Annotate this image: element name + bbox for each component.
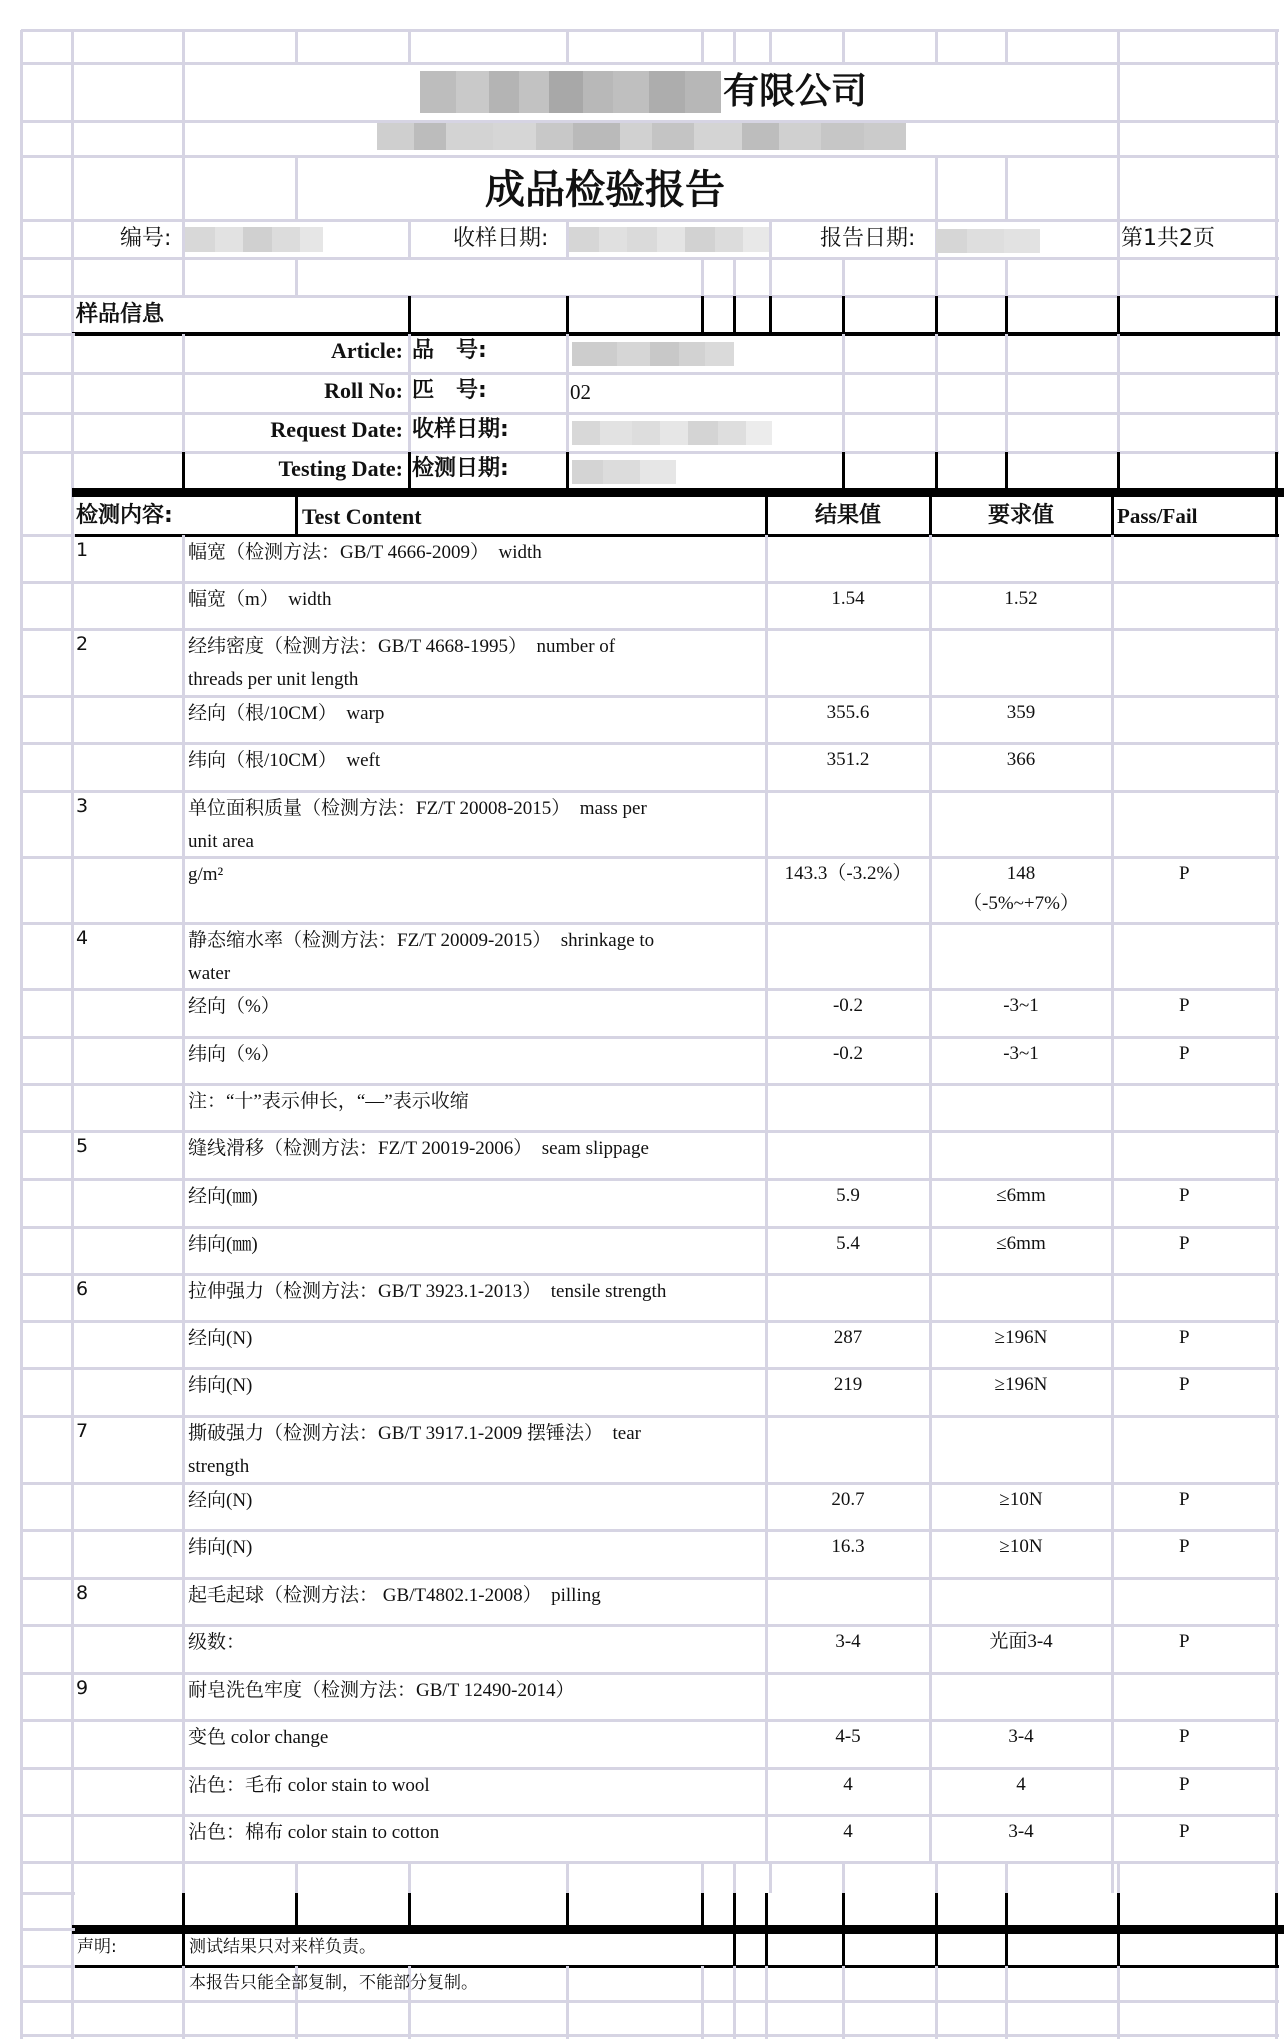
row-test-item-continued: water (188, 963, 231, 984)
statement-line-1: 测试结果只对来样负责。 (189, 1937, 376, 1957)
row-pass-fail: P (1179, 1821, 1190, 1842)
row-test-item: 经纬密度（检测方法：GB/T 4668-1995） number of (188, 636, 616, 657)
grid-line (21, 922, 1279, 925)
row-test-item: 静态缩水率（检测方法：FZ/T 20009-2015） shrinkage to (188, 930, 655, 951)
statement-line-2: 本报告只能全部复制，不能部分复制。 (189, 1973, 478, 1993)
table-rule (842, 296, 845, 334)
page-info: 第1共2页 (1121, 226, 1215, 251)
grid-line (21, 1083, 1279, 1086)
row-test-item: 纬向(㎜) (188, 1234, 258, 1255)
grid-line (21, 155, 1279, 158)
grid-line (842, 1862, 845, 1893)
table-rule (935, 296, 938, 334)
serial-number-label: 编号: (120, 226, 172, 251)
grid-line (21, 451, 75, 454)
row-test-item: 沾色：毛布 color stain to wool (188, 1775, 430, 1796)
grid-line (1117, 258, 1120, 296)
table-rule (182, 1893, 185, 1929)
row-result-value: 16.3 (831, 1536, 865, 1557)
grid-line (842, 30, 845, 63)
receive-date-label: 收样日期: (453, 226, 549, 251)
row-test-item-continued: threads per unit length (188, 669, 359, 690)
row-result-value: 4 (843, 1774, 853, 1795)
grid-line (408, 334, 411, 452)
row-result-value: 4 (843, 1821, 853, 1842)
redacted-sample-value (572, 342, 734, 366)
row-result-value: 5.9 (836, 1185, 860, 1206)
row-requirement-value: ≤6mm (996, 1233, 1046, 1254)
grid-line (769, 1862, 772, 1893)
grid-line (21, 1178, 1279, 1181)
row-test-item: 沾色：棉布 color stain to cotton (188, 1822, 440, 1843)
row-requirement-value: 148 (1006, 863, 1036, 884)
grid-line (21, 1892, 75, 1895)
table-rule (935, 1929, 938, 1966)
table-rule (182, 1929, 185, 1966)
table-rule (765, 1929, 768, 1966)
grid-line (1117, 30, 1120, 63)
table-rule (72, 1925, 1284, 1934)
row-result-value: 287 (833, 1327, 863, 1348)
grid-line (1117, 156, 1120, 220)
company-name-suffix: 有限公司 (723, 71, 868, 112)
row-result-value: 351.2 (826, 749, 870, 770)
grid-line (1005, 156, 1008, 220)
row-test-item: 幅宽（m） width (188, 589, 332, 610)
row-result-value: 355.6 (826, 702, 870, 723)
grid-line (21, 1320, 1279, 1323)
grid-line (21, 372, 75, 375)
col-header-pass-fail: Pass/Fail (1117, 504, 1198, 528)
table-rule (765, 1893, 768, 1929)
grid-line (842, 334, 845, 452)
table-rule (842, 1893, 845, 1929)
grid-line (21, 2000, 1279, 2003)
table-rule (1275, 1929, 1278, 1966)
table-rule (1275, 492, 1278, 535)
grid-line (21, 62, 1279, 65)
grid-line (1005, 1966, 1008, 2039)
row-test-item-continued: strength (188, 1456, 250, 1477)
row-result-value: 219 (833, 1374, 863, 1395)
grid-line (21, 1624, 1279, 1627)
grid-line (408, 220, 411, 258)
grid-line (21, 2034, 1279, 2037)
grid-line (21, 219, 1279, 222)
table-rule (733, 1929, 736, 1966)
sample-field-label-zh: 品 号: (412, 338, 487, 363)
table-rule (935, 1893, 938, 1929)
grid-line (21, 1965, 75, 1968)
grid-line (701, 1966, 704, 2039)
grid-line (1117, 220, 1120, 258)
grid-line (1005, 1862, 1008, 1893)
table-rule (72, 332, 1280, 336)
row-result-value: 20.7 (831, 1489, 865, 1510)
row-test-item: g/m² (188, 864, 224, 885)
row-result-value: -0.2 (832, 1043, 864, 1064)
row-requirement-value: 1.52 (1004, 588, 1038, 609)
row-requirement-value: -3~1 (1003, 995, 1039, 1016)
grid-line (733, 258, 736, 296)
grid-line (182, 156, 185, 220)
grid-line (935, 334, 938, 452)
grid-line (182, 1966, 185, 2039)
grid-line (935, 30, 938, 63)
grid-line (842, 258, 845, 296)
row-test-item: 拉伸强力（检测方法：GB/T 3923.1-2013） tensile strength (188, 1281, 667, 1302)
row-number: 4 (76, 927, 89, 949)
sample-field-label-zh: 匹 号: (412, 378, 487, 403)
sample-field-label-en: Roll No: (324, 378, 403, 403)
grid-line (935, 156, 938, 220)
grid-line (765, 1966, 768, 2039)
grid-line (769, 30, 772, 63)
grid-line (1117, 63, 1120, 156)
row-number: 2 (76, 633, 89, 655)
table-rule (566, 1893, 569, 1929)
table-rule (1005, 296, 1008, 334)
grid-line (935, 1966, 938, 2039)
grid-line (1117, 1966, 1120, 2039)
row-requirement-value: ≥196N (994, 1327, 1048, 1348)
grid-line (295, 30, 298, 63)
row-requirement-value: 光面3-4 (989, 1631, 1053, 1652)
statement-label: 声明: (77, 1937, 117, 1957)
grid-line (1005, 334, 1008, 452)
row-pass-fail: P (1179, 1489, 1190, 1510)
grid-line (182, 258, 185, 296)
row-test-item: 纬向（%） (188, 1044, 280, 1065)
row-test-item: 经向（%） (188, 996, 280, 1017)
table-rule (1117, 1929, 1120, 1966)
table-rule (408, 1893, 411, 1929)
table-rule (701, 296, 704, 334)
grid-line (72, 451, 1279, 454)
table-rule (408, 296, 411, 334)
grid-line (21, 1529, 1279, 1532)
redacted-serial-number (185, 227, 323, 252)
row-test-item: 纬向(N) (188, 1537, 253, 1558)
row-requirement-value: 3-4 (1008, 1821, 1034, 1842)
row-test-item: 经向（根/10CM） warp (188, 703, 385, 724)
grid-line (295, 156, 298, 220)
grid-line (21, 534, 75, 537)
row-pass-fail: P (1179, 1233, 1190, 1254)
row-number: 8 (76, 1582, 89, 1604)
table-rule (1005, 1893, 1008, 1929)
report-date-label: 报告日期: (820, 226, 916, 251)
row-result-value: 4-5 (835, 1726, 861, 1747)
redacted-report-date (936, 229, 1040, 253)
col-header-result: 结果值 (814, 503, 881, 528)
grid-line (408, 30, 411, 63)
table-rule (733, 1893, 736, 1929)
grid-line (769, 258, 772, 296)
row-requirement-value: 3-4 (1008, 1726, 1034, 1747)
sample-field-label-en: Request Date: (270, 417, 403, 442)
grid-line (842, 1966, 845, 2039)
table-rule (701, 1893, 704, 1929)
redacted-company-subtitle (377, 123, 906, 150)
grid-line (182, 535, 185, 1862)
grid-line (21, 1036, 1279, 1039)
table-rule (1275, 296, 1278, 334)
grid-line (21, 1226, 1279, 1229)
col-header-requirement: 要求值 (987, 503, 1054, 528)
grid-line (21, 1767, 1279, 1770)
row-requirement-value: 4 (1016, 1774, 1026, 1795)
row-pass-fail: P (1179, 1631, 1190, 1652)
table-rule (1275, 1893, 1278, 1929)
grid-line (701, 30, 704, 63)
row-requirement-value: -3~1 (1003, 1043, 1039, 1064)
row-pass-fail: P (1179, 863, 1190, 884)
table-rule (1117, 296, 1120, 334)
table-rule (1005, 452, 1008, 492)
grid-line (21, 856, 1279, 859)
sample-field-label-zh: 检测日期: (412, 456, 509, 481)
row-requirement-value: ≥196N (994, 1374, 1048, 1395)
row-result-value: 1.54 (831, 588, 865, 609)
grid-line (1005, 258, 1008, 296)
sample-field-label-zh: 收样日期: (412, 417, 509, 442)
row-test-item: 幅宽（检测方法：GB/T 4666-2009） width (188, 542, 542, 563)
grid-line (21, 1415, 1279, 1418)
table-rule (72, 488, 1284, 497)
row-number: 7 (76, 1420, 89, 1442)
grid-line (21, 581, 1279, 584)
grid-line (21, 1367, 1279, 1370)
row-requirement-value: 359 (1006, 702, 1036, 723)
row-pass-fail: P (1179, 1536, 1190, 1557)
grid-line (21, 1861, 1279, 1864)
grid-line (566, 30, 569, 63)
table-rule (295, 492, 298, 535)
row-pass-fail: P (1179, 1774, 1190, 1795)
table-rule (935, 452, 938, 492)
grid-line (769, 220, 772, 258)
table-rule (842, 1929, 845, 1966)
redacted-company-name (420, 71, 721, 113)
grid-line (21, 295, 1279, 298)
col-header-content-en: Test Content (302, 504, 422, 529)
redacted-sample-value (572, 421, 772, 445)
row-test-item: 起毛起球（检测方法： GB/T4802.1-2008） pilling (188, 1585, 601, 1606)
row-test-item: 耐皂洗色牢度（检测方法：GB/T 12490-2014） (188, 1680, 575, 1701)
table-rule (408, 452, 411, 492)
grid-line (21, 790, 1279, 793)
row-test-item: 纬向（根/10CM） weft (188, 750, 381, 771)
sample-field-value: 02 (570, 380, 591, 404)
grid-line (295, 1862, 298, 1893)
row-requirement-value: ≥10N (999, 1489, 1043, 1510)
row-pass-fail: P (1179, 1374, 1190, 1395)
table-rule (1005, 1929, 1008, 1966)
grid-line (21, 1672, 1279, 1675)
grid-line (733, 1862, 736, 1893)
grid-line (408, 1862, 411, 1893)
grid-line (21, 412, 75, 415)
row-test-item: 经向(N) (188, 1328, 253, 1349)
grid-line (566, 1862, 569, 1893)
grid-line (21, 1928, 75, 1931)
row-requirement-tolerance: （-5%~+7%） (963, 893, 1079, 914)
row-test-item: 经向(N) (188, 1490, 253, 1511)
table-rule (295, 1893, 298, 1929)
grid-line (72, 372, 1279, 375)
row-result-value: 3-4 (835, 1631, 861, 1652)
grid-line (182, 63, 185, 156)
grid-line (72, 412, 1279, 415)
grid-line (20, 30, 23, 2039)
report-title: 成品检验报告 (485, 167, 725, 213)
grid-line (21, 29, 1279, 32)
table-rule (733, 296, 736, 334)
row-number: 5 (76, 1135, 89, 1157)
table-rule (72, 1965, 1279, 1968)
grid-line (182, 1862, 185, 1893)
grid-line (21, 742, 1279, 745)
grid-line (566, 334, 569, 452)
sample-info-title: 样品信息 (76, 302, 165, 327)
grid-line (21, 628, 1279, 631)
row-test-item: 撕破强力（检测方法：GB/T 3917.1-2009 摆锤法） tear (188, 1423, 641, 1444)
grid-line (935, 258, 938, 296)
grid-line (566, 1966, 569, 2039)
grid-line (21, 988, 1279, 991)
grid-line (733, 30, 736, 63)
row-result-value: -0.2 (832, 995, 864, 1016)
redacted-sample-value (572, 460, 676, 484)
grid-line (21, 1577, 1279, 1580)
grid-line (182, 30, 185, 63)
grid-line (935, 1862, 938, 1893)
row-test-item: 单位面积质量（检测方法：FZ/T 20008-2015） mass per (188, 798, 647, 819)
row-number: 3 (76, 795, 89, 817)
row-test-item: 缝线滑移（检测方法：FZ/T 20019-2006） seam slippage (188, 1138, 649, 1159)
row-test-item: 变色 color change (188, 1727, 329, 1748)
row-test-item: 级数： (188, 1632, 246, 1653)
grid-line (21, 695, 1279, 698)
row-requirement-value: ≤6mm (996, 1185, 1046, 1206)
grid-line (21, 333, 75, 336)
row-result-value: 5.4 (836, 1233, 860, 1254)
redacted-receive-date (569, 227, 769, 252)
row-pass-fail: P (1179, 1726, 1190, 1747)
grid-line (1117, 1862, 1120, 1893)
sample-field-label-en: Article: (330, 338, 403, 363)
table-rule (842, 452, 845, 492)
grid-line (701, 258, 704, 296)
grid-line (21, 1814, 1279, 1817)
grid-line (701, 1862, 704, 1893)
row-number: 6 (76, 1278, 89, 1300)
row-number: 9 (76, 1677, 89, 1699)
table-rule (566, 452, 569, 492)
row-pass-fail: P (1179, 1043, 1190, 1064)
grid-line (21, 1719, 1279, 1722)
row-requirement-value: 366 (1006, 749, 1036, 770)
table-rule (1275, 452, 1278, 492)
grid-line (21, 1130, 1279, 1133)
table-rule (566, 296, 569, 334)
row-pass-fail: P (1179, 1185, 1190, 1206)
row-test-item: 纬向(N) (188, 1375, 253, 1396)
row-test-item-continued: unit area (188, 831, 254, 852)
row-test-item: 注：“十”表示伸长，“—”表示收缩 (188, 1091, 469, 1112)
col-header-content-zh: 检测内容: (76, 503, 173, 528)
table-rule (1117, 1893, 1120, 1929)
row-number: 1 (76, 539, 89, 561)
grid-line (295, 258, 298, 296)
table-rule (1117, 452, 1120, 492)
grid-line (1111, 1862, 1114, 1893)
grid-line (21, 1273, 1279, 1276)
grid-line (21, 257, 1279, 260)
row-pass-fail: P (1179, 1327, 1190, 1348)
sample-field-label-en: Testing Date: (278, 456, 403, 481)
grid-line (21, 1482, 1279, 1485)
row-pass-fail: P (1179, 995, 1190, 1016)
row-result-value: 143.3（-3.2%） (784, 863, 912, 884)
row-requirement-value: ≥10N (999, 1536, 1043, 1557)
row-test-item: 经向(㎜) (188, 1186, 258, 1207)
grid-line (1005, 30, 1008, 63)
grid-line (1117, 334, 1120, 452)
table-rule (72, 534, 1279, 537)
table-rule (769, 296, 772, 334)
grid-line (733, 1966, 736, 2039)
